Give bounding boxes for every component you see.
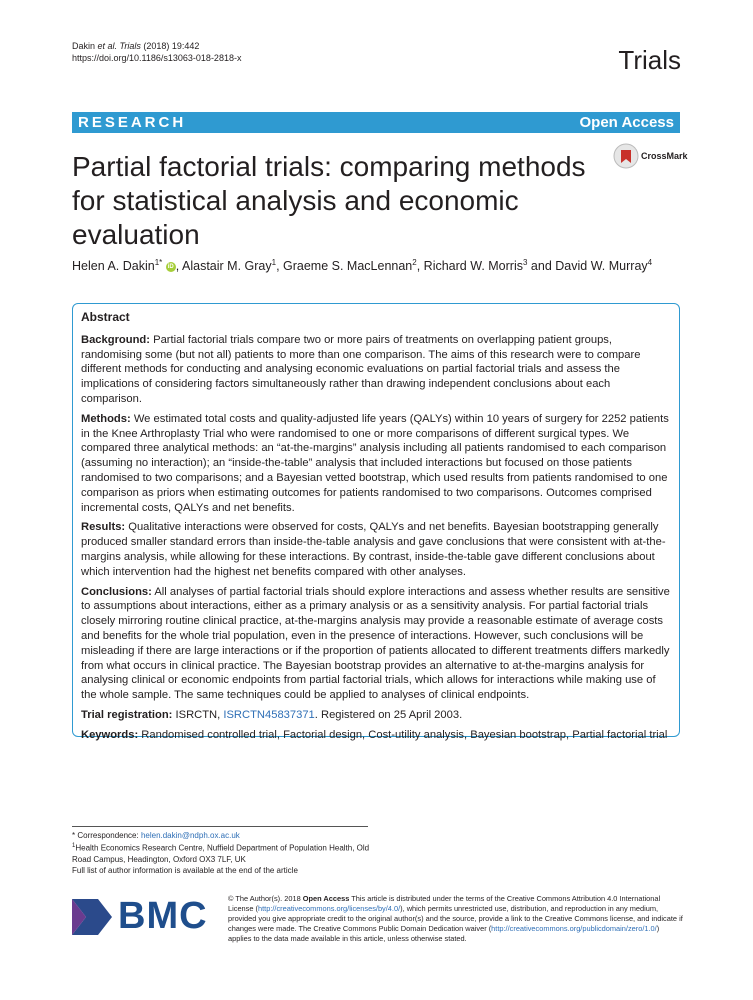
abstract-conclusions: Conclusions: All analyses of partial factorial trials should explore interactions and assess whether results are sensitive to assumptions about interactions, either as a primary analysis or as a sensitivity analysis. For partial factorial trials closely mirroring routine clinical practice, at-the-margins analysis may provide a reasonable estimate of average costs and benefits for the whole trial population, even in the presence of interactions. However, such conclusions will be misleading if there are large interactions or if the proportion of patients allocated to different treatments differs markedly from what occurs in clinical practice. The Bayesian bootstrap provides an alternative to at-the-margins analysis for analysing clinical or economic endpoints from partial factorial trials, which allows for interactions while making use of the whole sample. The same techniques could be applied to analyses of clinical endpoints. xyxy=(81,585,670,702)
abstract-background: Background: Partial factorial trials compare two or more pairs of treatments on overlapping patient groups, randomising some (but not all) patients to more than one comparison. The aims of this research were to compare different methods for conducting and analysing economic evaluations on partial factorial trials and assess the implications of considering factors simultaneously rather than drawing independent conclusions about each comparison. xyxy=(81,333,641,405)
correspondence: * Correspondence: helen.dakin@ndph.ox.ac.uk xyxy=(72,831,240,840)
license-statement: © The Author(s). 2018 Open Access This article is distributed under the terms of the Creative Commons Attribution 4.0 International License (http://creativecommons.org/licenses/by/4.0/), which permits unrestricted use, distribution, and reproduction in any medium, provided you give appropriate credit to the original author(s) and the source, provide a link to the Creative Commons license, and indicate if changes were made. The Creative Commons Public Domain Dedication waiver (http://creativecommons.org/publicdomain/zero/1.0/) applies to the data made available in this article, unless otherwise stated. xyxy=(228,894,683,943)
author-name[interactable]: Richard W. Morris xyxy=(423,259,523,274)
footnotes xyxy=(72,830,372,876)
registration-link[interactable]: ISRCTN45837371 xyxy=(223,708,315,721)
abstract-methods: Methods: We estimated total costs and quality-adjusted life years (QALYs) within 10 years of surgery for 2252 patients in the Knee Arthroplasty Trial who were randomised to one or more comparisons of different surgical types. We compared three analytical methods: an “at-the-margins” analysis including all patients randomised to each comparison (assuming no interaction); an “inside-the-table” analysis that included interactions but focused on those patients randomised to two comparisons; and a Bayesian vetted bootstrap, which used results from patients randomised to one comparison as priors when estimating outcomes for patients randomised to two comparisons. Outcomes comprised incremental costs, QALYs and net benefits. xyxy=(81,412,669,514)
section-banner xyxy=(72,112,680,133)
email-link[interactable]: helen.dakin@ndph.ox.ac.uk xyxy=(140,831,240,840)
article-title: Partial factorial trials: comparing methods for statistical analysis and economic evaluation xyxy=(72,151,586,250)
public-domain-link[interactable]: http://creativecommons.org/publicdomain/zero/1.0/ xyxy=(491,924,657,933)
section-label: RESEARCH xyxy=(78,114,187,131)
running-header xyxy=(72,40,241,64)
open-access-label: Open Access xyxy=(579,114,674,131)
crossmark-badge[interactable] xyxy=(613,143,688,169)
author-name[interactable]: David W. Murray xyxy=(555,259,648,274)
bmc-logo-text: BMC xyxy=(118,895,208,937)
author-name[interactable]: Alastair M. Gray xyxy=(182,259,272,274)
affiliation: $^1$Health Economics Research Centre, Nuffield Department of Population Health, Old Road Campus, Headington, Oxford OX3 7LF, UK xyxy=(72,843,370,864)
doi-link[interactable]: https://doi.org/10.1186/s13063-018-2818-x xyxy=(72,53,242,63)
license-link[interactable]: http://creativecommons.org/licenses/by/4.0/ xyxy=(258,904,401,913)
abstract-box xyxy=(72,303,680,741)
citation: Dakin et al. Trials (2018) 19:442 xyxy=(72,41,200,51)
trial-registration: Trial registration: ISRCTN, ISRCTN45837371. Registered on 25 April 2003. xyxy=(81,708,463,721)
crossmark-label: CrossMark xyxy=(641,151,688,161)
publisher-logo xyxy=(72,895,208,938)
author-list: Helen A. Dakin$^{1*}$ iD , Alastair M. Gray$^1$, Graeme S. MacLennan$^2$, Richard W. Morris$^3$ and David W. Murray$^4$ xyxy=(72,258,653,274)
footnote-divider xyxy=(72,826,368,827)
bmc-logo-icon xyxy=(72,899,112,935)
keywords: Keywords: Randomised controlled trial, Factorial design, Cost-utility analysis, Bayesian bootstrap, Partial factorial trial xyxy=(81,728,668,741)
orcid-icon[interactable]: iD xyxy=(167,263,174,270)
abstract-heading: Abstract xyxy=(81,310,130,324)
crossmark-icon xyxy=(613,143,639,169)
abstract-results: Results: Qualitative interactions were observed for costs, QALYs and net benefits. Bayesian bootstrapping generally produced smaller standard errors than inside-the-table analysis and gave conclusions that were consistent with at-the-margins analysis, while allowing for these interactions. By contrast, inside-the-table gave different conclusions about which intervention had the highest net benefits compared with other analyses. xyxy=(81,521,666,578)
author-name[interactable]: Helen A. Dakin xyxy=(72,259,155,274)
journal-name: Trials xyxy=(618,45,681,75)
author-name[interactable]: Graeme S. MacLennan xyxy=(283,259,413,274)
author-info-note: Full list of author information is available at the end of the article xyxy=(72,865,298,875)
